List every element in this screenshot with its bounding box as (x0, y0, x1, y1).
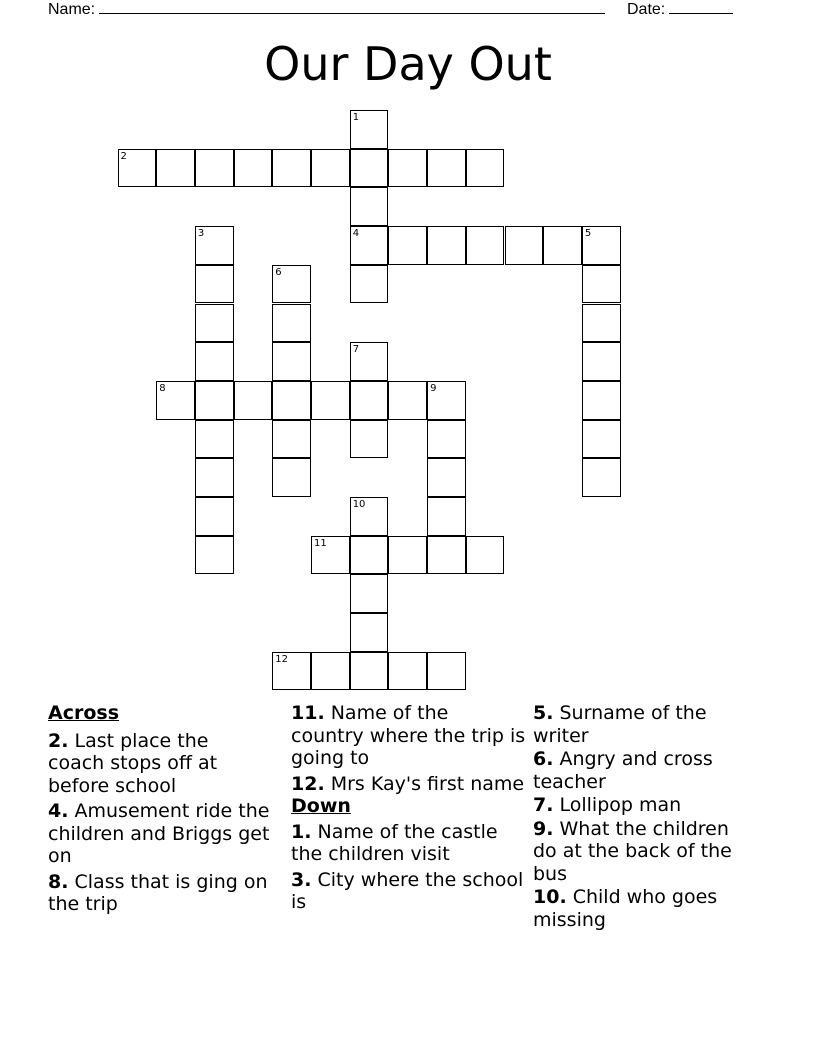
grid-cell[interactable] (118, 149, 157, 188)
grid-cell[interactable] (195, 420, 234, 459)
grid-cell[interactable] (272, 420, 311, 459)
clue-down-6: 6. Angry and cross teacher (533, 748, 713, 793)
grid-cell[interactable] (195, 304, 234, 343)
clue-across-4: 4. Amusement ride the children and Briggs get on (48, 800, 270, 867)
grid-cell[interactable] (466, 149, 505, 188)
clue-number: 11 (314, 537, 327, 549)
clue-number: 2 (120, 150, 127, 162)
grid-cell[interactable] (388, 536, 427, 575)
grid-cell[interactable] (234, 149, 273, 188)
grid-cell[interactable] (582, 342, 621, 381)
grid-cell[interactable] (388, 381, 427, 420)
grid-cell[interactable] (195, 497, 234, 536)
down-heading: Down (291, 795, 351, 817)
clue-number: 4 (352, 228, 360, 240)
clue-number: 10 (352, 499, 366, 510)
clue-across-12: 12. Mrs Kay's first name (291, 772, 525, 795)
grid-cell[interactable] (582, 458, 621, 497)
clue-down-7: 7. Lollipop man (533, 794, 682, 816)
grid-cell[interactable] (311, 149, 350, 188)
grid-cell[interactable] (195, 381, 234, 420)
clue-down-9: 9. What the children do at the back of the bus (533, 817, 732, 885)
grid-cell[interactable] (350, 497, 389, 536)
grid-cell[interactable] (427, 226, 466, 265)
grid-cell[interactable] (350, 226, 389, 265)
grid-cell[interactable] (350, 381, 389, 420)
grid-cell[interactable] (156, 149, 195, 188)
grid-cell[interactable] (427, 149, 466, 188)
grid-cell[interactable] (427, 652, 466, 691)
grid-cell[interactable] (311, 381, 350, 420)
grid-cell[interactable] (388, 652, 427, 691)
grid-cell[interactable] (427, 420, 466, 459)
grid-cell[interactable] (272, 342, 311, 381)
grid-cell[interactable] (234, 381, 273, 420)
grid-cell[interactable] (582, 420, 621, 459)
grid-cell[interactable] (195, 536, 234, 575)
clue-column-2 (291, 702, 527, 917)
grid-cell[interactable] (427, 497, 466, 536)
grid-cell[interactable] (350, 149, 389, 188)
date-label: Date: (627, 1, 666, 18)
grid-cell[interactable] (350, 613, 389, 652)
grid-cell[interactable] (582, 226, 621, 265)
grid-cell[interactable] (505, 226, 544, 265)
clue-across-2: 2. Last place the coach stops off at before school (48, 729, 218, 797)
clue-column-3 (533, 702, 743, 934)
clue-down-1: 1. Name of the castle the children visit (291, 820, 498, 865)
clue-number: 5 (584, 228, 592, 240)
clue-column-1 (48, 702, 270, 919)
grid-cell[interactable] (272, 381, 311, 420)
grid-cell[interactable] (272, 149, 311, 188)
grid-cell[interactable] (350, 652, 389, 691)
grid-cell[interactable] (350, 420, 389, 459)
grid-cell[interactable] (272, 304, 311, 343)
grid-cell[interactable] (195, 149, 234, 188)
clue-number: 9 (430, 382, 437, 394)
grid-cell[interactable] (195, 342, 234, 381)
grid-cell[interactable] (195, 458, 234, 497)
grid-cell[interactable] (582, 265, 621, 304)
clue-down-10: 10. Child who goes missing (533, 886, 718, 931)
grid-cell[interactable] (156, 381, 195, 420)
grid-cell[interactable] (427, 458, 466, 497)
clue-number: 1 (352, 112, 360, 123)
grid-cell[interactable] (195, 226, 234, 265)
grid-cell[interactable] (311, 536, 350, 575)
grid-cell[interactable] (466, 536, 505, 575)
clue-number: 6 (275, 266, 282, 278)
clue-across-11: 11. Name of the country where the trip is going to (291, 702, 526, 769)
grid-cell[interactable] (543, 226, 582, 265)
grid-cell[interactable] (466, 226, 505, 265)
clue-number: 3 (197, 228, 205, 240)
grid-cell[interactable] (582, 381, 621, 420)
grid-cell[interactable] (427, 381, 466, 420)
puzzle-title: Our Day Out (264, 37, 552, 91)
grid-cell[interactable] (350, 110, 389, 149)
clue-down-3: 3. City where the school is (291, 868, 524, 913)
grid-cell[interactable] (272, 265, 311, 304)
clue-number: 8 (159, 382, 166, 394)
grid-cell[interactable] (272, 458, 311, 497)
grid-cell[interactable] (582, 304, 621, 343)
grid-cell[interactable] (272, 652, 311, 691)
clue-down-5: 5. Surname of the writer (533, 702, 707, 747)
name-label: Name: (48, 1, 96, 18)
grid-cell[interactable] (311, 652, 350, 691)
grid-cell[interactable] (388, 226, 427, 265)
grid-cell[interactable] (427, 536, 466, 575)
across-heading: Across (48, 702, 120, 724)
grid-cell[interactable] (388, 149, 427, 188)
grid-cell[interactable] (350, 187, 389, 226)
grid-cell[interactable] (350, 574, 389, 613)
grid-cell[interactable] (195, 265, 234, 304)
grid-cell[interactable] (350, 342, 389, 381)
clue-across-8: 8. Class that is ging on the trip (48, 870, 268, 915)
clue-number: 12 (275, 653, 289, 665)
grid-cell[interactable] (350, 536, 389, 575)
clue-number: 7 (352, 344, 360, 356)
grid-cell[interactable] (350, 265, 389, 304)
